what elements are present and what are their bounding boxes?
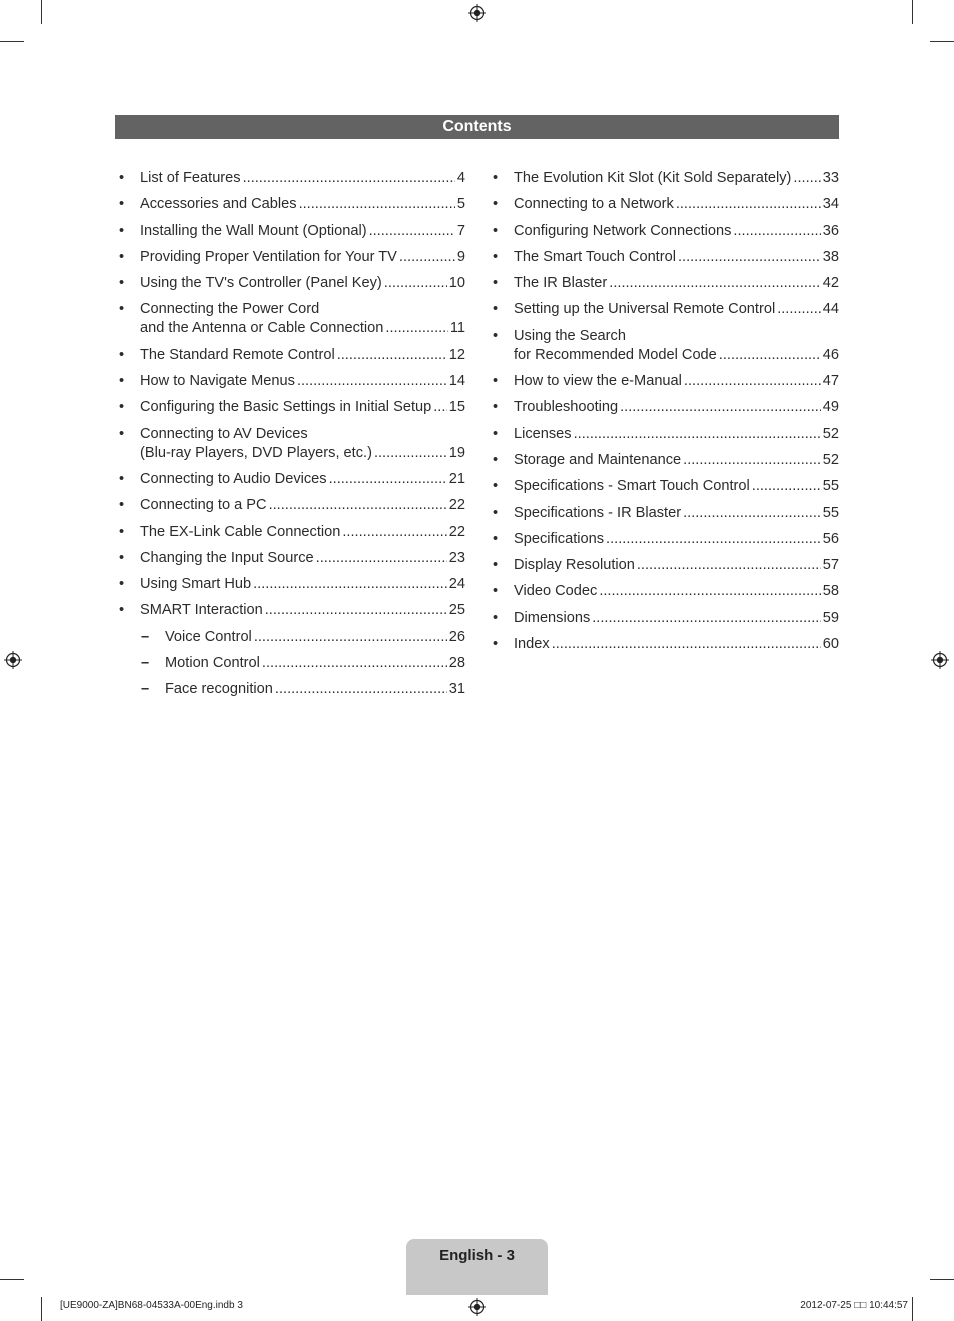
toc-entry-body [514,635,839,654]
toc-line [140,496,465,515]
toc-entry[interactable] [491,477,839,496]
toc-entry-body [140,169,465,188]
toc-entry-body [514,556,839,575]
toc-page-number: 60 [822,636,839,653]
bullet-icon: • [493,425,499,442]
toc-entry-body [514,222,839,241]
dot-leader [684,372,821,391]
toc-entry-body [514,398,839,417]
registration-mark-icon [468,1298,486,1316]
bullet-icon: • [493,636,499,653]
bullet-icon: • [119,576,125,593]
page-number-tab [406,1239,548,1295]
bullet-icon: • [493,451,499,468]
toc-entry-body [514,274,839,293]
toc-entry[interactable] [491,635,839,654]
bullet-icon: • [493,327,499,344]
toc-entry-body [514,169,839,188]
toc-line [514,300,839,319]
toc-entry[interactable] [491,609,839,628]
toc-entry-title: The Evolution Kit Slot (Kit Sold Separately) [514,170,792,186]
toc-line [514,504,839,523]
toc-entry[interactable] [117,372,465,391]
bullet-icon: • [493,478,499,495]
bullet-icon: • [119,346,125,363]
toc-line [140,601,465,620]
crop-mark [930,1279,954,1280]
toc-page-number: 58 [822,583,839,600]
toc-page-number: 55 [822,504,839,521]
toc-line [514,372,839,391]
toc-entry[interactable] [491,372,839,391]
toc-line [140,222,465,241]
dash-icon: – [141,655,150,672]
toc-entry[interactable] [117,169,465,188]
toc-entry[interactable] [117,628,465,647]
bullet-icon: • [119,549,125,566]
toc-line [140,248,465,267]
crop-mark [41,0,42,24]
toc-entry[interactable] [117,601,465,620]
dot-leader [254,628,447,647]
toc-entry[interactable] [491,169,839,188]
toc-entry-title: Using the Search [514,327,626,344]
toc-line [514,530,839,549]
toc-line [514,169,839,188]
registration-mark-icon [931,651,949,669]
toc-entry-title: Providing Proper Ventilation for Your TV [140,248,397,265]
bullet-icon: • [493,609,499,626]
bullet-icon: • [119,497,125,514]
dot-leader [369,222,455,241]
bullet-icon: • [119,425,125,442]
toc-entry-body [140,274,465,293]
bullet-icon: • [493,248,499,265]
toc-page-number: 10 [448,275,465,292]
toc-entry-title: Licenses [514,425,572,442]
toc-line [514,248,839,267]
toc-entry-title: SMART Interaction [140,602,263,619]
bullet-icon: • [493,301,499,318]
toc-entry-title: How to view the e-Manual [514,373,682,390]
toc-entry-body [165,628,465,647]
toc-entry[interactable] [491,195,839,214]
bullet-icon: • [119,222,125,239]
dot-leader [399,248,455,267]
toc-line [140,398,465,417]
bullet-icon: • [493,504,499,521]
toc-page-number: 55 [822,478,839,495]
toc-line [140,169,465,188]
toc-page-number: 21 [448,470,465,487]
file-slug: [UE9000-ZA]BN68-04533A-00Eng.indb 3 [60,1300,243,1311]
toc-entry-title: Setting up the Universal Remote Control [514,301,776,318]
bullet-icon: • [119,248,125,265]
toc-entry-title: The Standard Remote Control [140,346,335,363]
toc-entry-body [514,609,839,628]
toc-entry-body [140,372,465,391]
dot-leader [385,319,447,338]
toc-entry-title: Specifications - IR Blaster [514,504,682,521]
toc-entry[interactable] [491,556,839,575]
dot-leader [275,680,447,699]
bullet-icon: • [119,602,125,619]
toc-page-number: 25 [448,602,465,619]
toc-entry-title: Connecting to AV Devices [140,425,308,442]
bullet-icon: • [493,530,499,547]
bullet-icon: • [493,275,499,292]
bullet-icon: • [119,373,125,390]
toc-entry-title: Using Smart Hub [140,576,252,593]
toc-entry[interactable] [491,582,839,601]
dot-leader [620,398,821,417]
toc-page-number: 12 [448,346,465,363]
dot-leader [552,635,821,654]
toc-entry-body [140,470,465,489]
toc-entry[interactable] [117,300,465,338]
toc-line [140,425,465,444]
dot-leader [637,556,821,575]
toc-line [165,680,465,699]
toc-entry[interactable] [117,470,465,489]
toc-page-number: 24 [448,576,465,593]
toc-line [140,274,465,293]
crop-mark [912,0,913,24]
toc-page-number: 52 [822,451,839,468]
toc-entry[interactable] [117,425,465,463]
bullet-icon: • [119,470,125,487]
toc-entry-title: Motion Control [165,655,260,672]
toc-entry[interactable] [491,248,839,267]
toc-entry-title: Accessories and Cables [140,196,297,213]
dot-leader [269,496,447,515]
dot-leader [683,451,821,470]
toc-page-number: 44 [822,301,839,318]
dot-leader [676,195,821,214]
toc-entry-title: Troubleshooting [514,399,619,416]
dash-icon: – [141,628,150,645]
toc-entry-body [140,248,465,267]
dot-leader [599,582,820,601]
toc-entry-body [514,425,839,444]
crop-mark [0,1279,24,1280]
toc-entry[interactable] [117,680,465,699]
contents-title-bar [115,115,839,139]
crop-mark [0,41,24,42]
toc-entry-title: Connecting to Audio Devices [140,470,327,487]
toc-entry-body [140,549,465,568]
toc-entry-body [140,300,465,338]
registration-mark-icon [4,651,22,669]
date-slug: 2012-07-25 □□ 10:44:57 [800,1300,908,1311]
toc-entry[interactable] [117,549,465,568]
toc-line [514,274,839,293]
toc-entry-body [165,680,465,699]
toc-entry-body [514,195,839,214]
toc-line [514,451,839,470]
toc-page-number: 36 [822,222,839,239]
registration-mark-icon [468,4,486,22]
dot-leader [316,549,447,568]
toc-entry[interactable] [117,222,465,241]
toc-page-number: 52 [822,425,839,442]
toc-entry-body [140,222,465,241]
toc-entry-title: List of Features [140,170,241,186]
toc-entry-title: Connecting to a Network [514,196,674,213]
toc-page-number: 19 [448,444,465,461]
toc-entry[interactable] [117,398,465,417]
dot-leader [337,346,447,365]
toc-page-number: 34 [822,196,839,213]
toc-entry-title: Connecting the Power Cord [140,301,320,318]
toc-line [514,556,839,575]
toc-entry-body [140,195,465,214]
toc-entry-title: Display Resolution [514,557,635,574]
toc-page-number: 11 [449,320,465,337]
toc-entry[interactable] [491,222,839,241]
crop-mark [41,1297,42,1321]
dot-leader [683,504,821,523]
toc-page-number: 31 [448,681,465,698]
bullet-icon: • [493,399,499,416]
toc-page-number: 56 [822,530,839,547]
dot-leader [592,609,821,628]
toc-entry[interactable] [491,327,839,365]
toc-line [514,327,839,346]
toc-page-number: 59 [822,609,839,626]
toc-entry-title: The EX-Link Cable Connection [140,523,341,540]
toc-line [140,444,465,463]
toc-entry[interactable] [117,496,465,515]
toc-entry-body [165,654,465,673]
dot-leader [719,346,821,365]
toc-entry[interactable] [117,523,465,542]
bullet-icon: • [493,373,499,390]
dot-leader [609,274,820,293]
dot-leader [299,195,455,214]
page-title: Contents [442,118,512,135]
toc-entry-title: Configuring the Basic Settings in Initial Setup [140,399,432,416]
toc-entry-title: Face recognition [165,681,273,698]
toc-line [140,575,465,594]
toc-entry-title: and the Antenna or Cable Connection [140,320,384,337]
toc-page-number: 38 [822,248,839,265]
toc-entry[interactable] [491,274,839,293]
dot-leader [297,372,447,391]
toc-entry[interactable] [491,398,839,417]
toc-line [140,523,465,542]
dot-leader [433,398,447,417]
toc-right-column [491,169,839,661]
toc-line [514,477,839,496]
toc-page-number: 57 [822,557,839,574]
toc-page-number: 23 [448,549,465,566]
toc-entry-title: for Recommended Model Code [514,346,717,363]
dot-leader [678,248,821,267]
toc-page-number: 5 [456,196,465,213]
toc-entry-title: Dimensions [514,609,591,626]
toc-entry-title: Using the TV's Controller (Panel Key) [140,275,382,292]
dash-icon: – [141,681,150,698]
toc-entry[interactable] [117,654,465,673]
crop-mark [930,41,954,42]
toc-page-number: 9 [456,248,465,265]
page-number-label: English - 3 [439,1247,515,1264]
toc-page-number: 15 [448,399,465,416]
toc-line [514,195,839,214]
toc-page-number: 28 [448,655,465,672]
dot-leader [262,654,447,673]
toc-entry-body [514,477,839,496]
toc-entry-body [514,248,839,267]
toc-entry-body [514,372,839,391]
dot-leader [777,300,821,319]
toc-entry-body [140,346,465,365]
toc-entry-title: Voice Control [165,628,252,645]
dot-leader [243,169,455,188]
toc-entry-title: Configuring Network Connections [514,222,732,239]
toc-line [514,346,839,365]
bullet-icon: • [493,170,499,186]
toc-line [140,549,465,568]
toc-line [140,372,465,391]
dot-leader [752,477,821,496]
toc-entry-body [514,300,839,319]
toc-page-number: 46 [822,346,839,363]
toc-entry[interactable] [491,451,839,470]
toc-entry-title: Installing the Wall Mount (Optional) [140,222,367,239]
toc-entry-body [514,582,839,601]
toc-entry-title: Changing the Input Source [140,549,314,566]
toc-entry-title: Specifications - Smart Touch Control [514,478,750,495]
dot-leader [733,222,820,241]
toc-entry-title: (Blu-ray Players, DVD Players, etc.) [140,444,372,461]
toc-entry-title: Connecting to a PC [140,497,267,514]
toc-page-number: 14 [448,373,465,390]
toc-entry-body [140,425,465,463]
toc-line [140,470,465,489]
bullet-icon: • [119,170,125,186]
dot-leader [606,530,821,549]
dot-leader [384,274,447,293]
toc-entry[interactable] [117,274,465,293]
toc-left-column [117,169,465,707]
toc-page-number: 22 [448,523,465,540]
toc-page-number: 4 [456,170,465,186]
toc-page-number: 47 [822,373,839,390]
toc-line [140,319,465,338]
bullet-icon: • [119,523,125,540]
toc-page-number: 26 [448,628,465,645]
toc-entry-title: Video Codec [514,583,598,600]
toc-entry-body [140,523,465,542]
toc-line [514,425,839,444]
toc-entry-body [514,530,839,549]
toc-line [514,635,839,654]
toc-entry[interactable] [117,346,465,365]
toc-entry-title: Specifications [514,530,605,547]
toc-entry[interactable] [491,504,839,523]
toc-entry[interactable] [491,425,839,444]
toc-entry-body [514,451,839,470]
toc-entry-body [514,504,839,523]
toc-entry[interactable] [117,248,465,267]
dot-leader [329,470,447,489]
toc-entry[interactable] [117,575,465,594]
bullet-icon: • [119,196,125,213]
toc-entry-body [140,496,465,515]
bullet-icon: • [493,557,499,574]
bullet-icon: • [493,196,499,213]
toc-line [140,195,465,214]
toc-line [140,346,465,365]
toc-line [165,654,465,673]
toc-page-number: 7 [456,222,465,239]
toc-entry-title: How to Navigate Menus [140,373,295,390]
toc-page-number: 42 [822,275,839,292]
bullet-icon: • [119,301,125,318]
toc-page-number: 49 [822,399,839,416]
toc-page-number: 22 [448,497,465,514]
dot-leader [342,523,446,542]
crop-mark [912,1297,913,1321]
dot-leader [374,444,447,463]
toc-entry-title: Storage and Maintenance [514,451,682,468]
bullet-icon: • [119,399,125,416]
toc-line [514,582,839,601]
toc-entry-title: The Smart Touch Control [514,248,676,265]
toc-line [514,222,839,241]
dot-leader [793,169,820,188]
toc-line [140,300,465,319]
bullet-icon: • [493,583,499,600]
toc-line [514,609,839,628]
toc-entry-body [140,601,465,620]
dot-leader [253,575,447,594]
bullet-icon: • [493,222,499,239]
dot-leader [265,601,447,620]
toc-entry-title: Index [514,636,550,653]
toc-entry-body [140,398,465,417]
toc-entry[interactable] [491,300,839,319]
toc-entry-title: The IR Blaster [514,275,608,292]
toc-entry[interactable] [491,530,839,549]
toc-page-number: 33 [822,170,839,186]
dot-leader [574,425,821,444]
toc-line [514,398,839,417]
toc-line [165,628,465,647]
toc-entry-body [140,575,465,594]
bullet-icon: • [119,275,125,292]
toc-entry-body [514,327,839,365]
toc-entry[interactable] [117,195,465,214]
